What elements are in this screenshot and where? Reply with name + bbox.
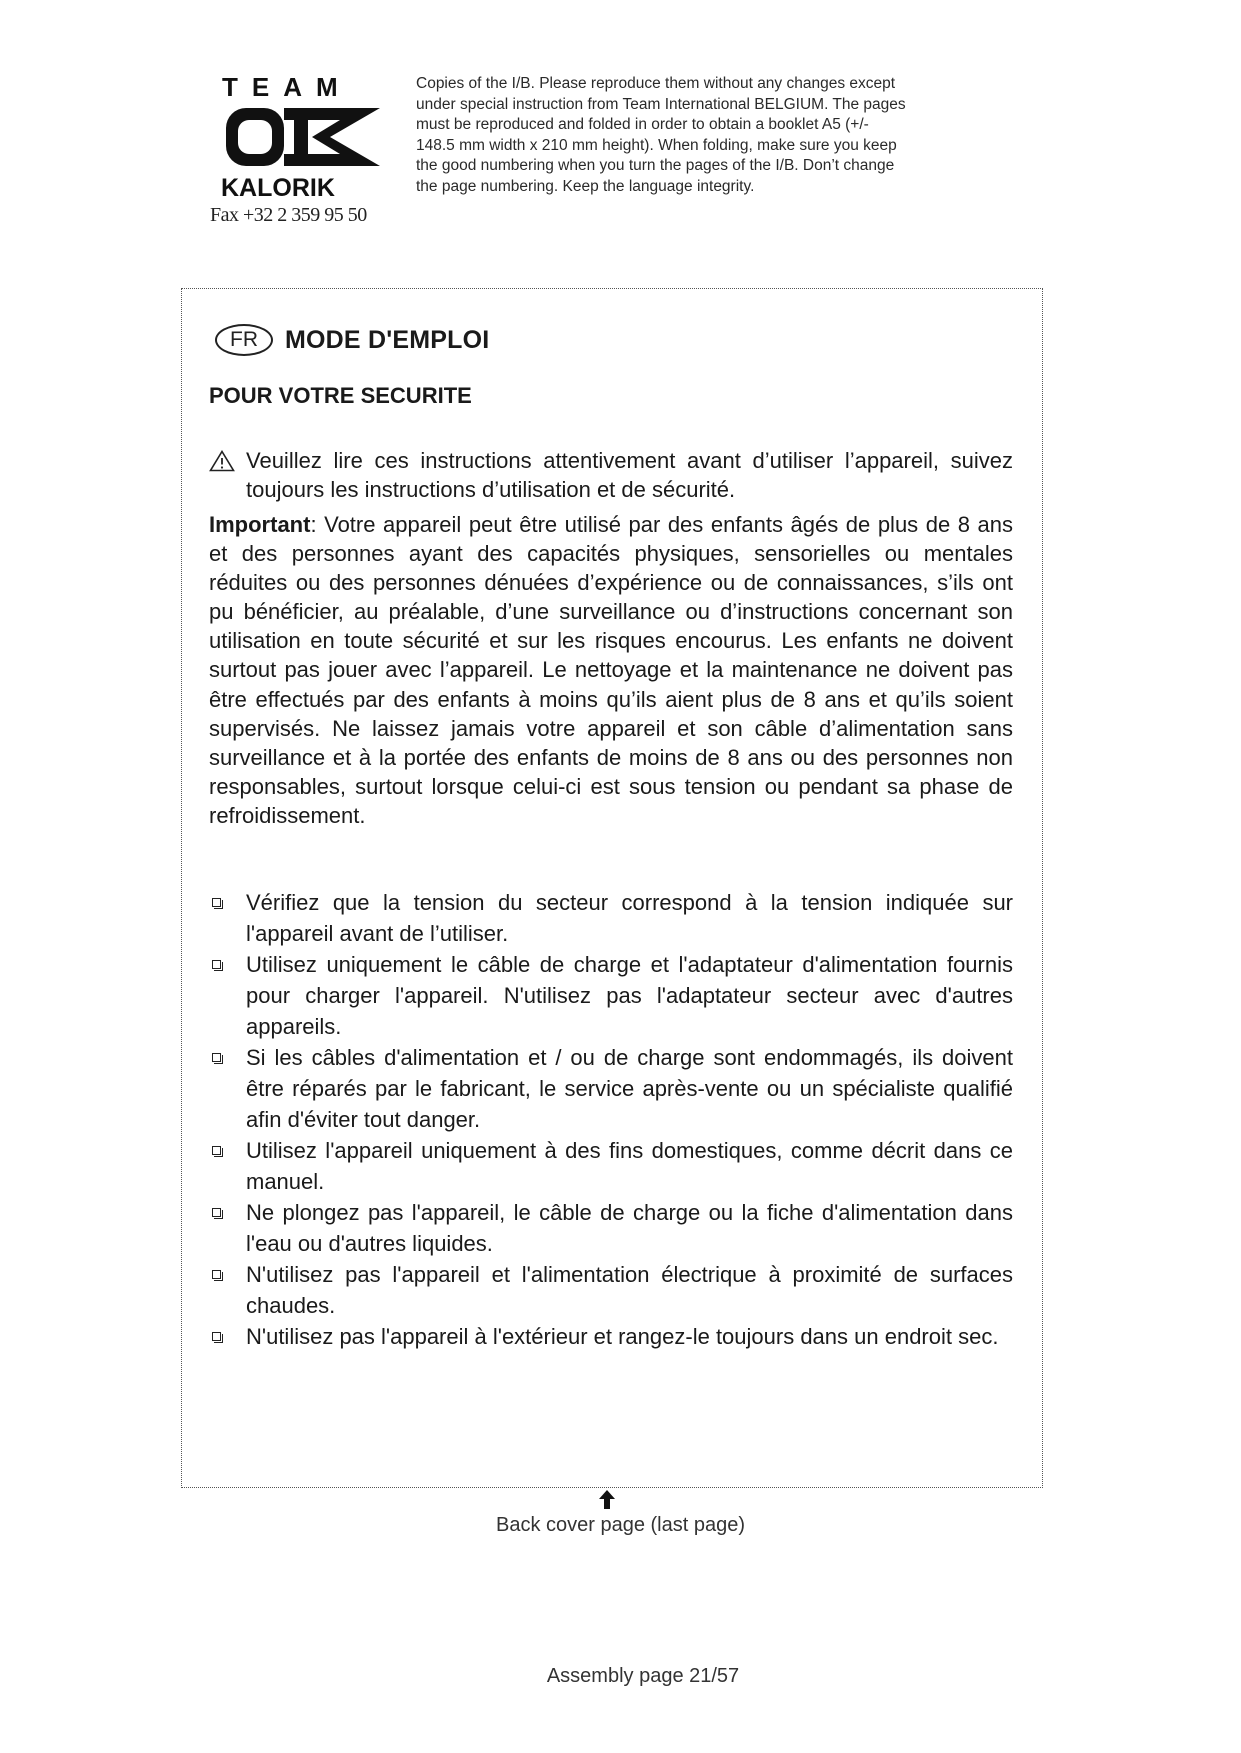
section-title: POUR VOTRE SECURITE [209, 383, 472, 408]
checkbox-bullet-icon [212, 960, 221, 969]
list-item: Vérifiez que la tension du secteur correspond à la tension indiquée sur l'appareil avant de l’utiliser. [209, 887, 1013, 949]
checkbox-bullet-icon [212, 1332, 221, 1341]
checkbox-bullet-icon [212, 1208, 221, 1217]
language-badge: FR [215, 324, 273, 356]
warning-paragraph [209, 446, 1013, 504]
safety-list [209, 887, 1013, 1352]
fax-number: Fax +32 2 359 95 50 [210, 204, 367, 226]
manual-heading [215, 320, 489, 360]
list-item: N'utilisez pas l'appareil à l'extérieur et rangez-le toujours dans un endroit sec. [209, 1321, 1013, 1352]
list-item: N'utilisez pas l'appareil et l'alimentation électrique à proximité de surfaces chaudes. [209, 1259, 1013, 1321]
arrow-up-icon [597, 1488, 617, 1512]
important-paragraph [209, 510, 1013, 830]
checkbox-bullet-icon [212, 1053, 221, 1062]
list-item: Ne plongez pas l'appareil, le câble de charge ou la fiche d'alimentation dans l'eau ou d'autres liquides. [209, 1197, 1013, 1259]
checkbox-bullet-icon [212, 898, 221, 907]
checkbox-bullet-icon [212, 1146, 221, 1155]
header-instructions-note: Copies of the I/B. Please reproduce them without any changes except under special instruction from Team International BELGIUM. The pages must be reproduced and folded in order to obtain a booklet A5 (+/- 148.5 mm width x 210 mm height). When folding, make sure you keep the good numbering when you turn the pages of the I/B. Don’t change the page numbering. Keep the language integrity. [416, 75, 906, 195]
logo-team-text: TEAM [222, 74, 352, 102]
list-item: Si les câbles d'alimentation et / ou de charge sont endommagés, ils doivent être réparés par le fabricant, le service après-vente ou un spécialiste qualifié afin d'éviter tout danger. [209, 1042, 1013, 1135]
important-label: Important [209, 512, 311, 537]
warning-triangle-icon [209, 450, 235, 472]
warning-text: Veuillez lire ces instructions attentivement avant d’utiliser l’appareil, suivez toujours les instructions d’utilisation et de sécurité. [246, 448, 1013, 502]
back-cover-label: Back cover page (last page) [495, 1514, 746, 1536]
list-item: Utilisez uniquement le câble de charge et l'adaptateur d'alimentation fournis pour charger l'appareil. N'utilisez pas l'adaptateur secteur avec d'autres appareils. [209, 949, 1013, 1042]
manual-title: MODE D'EMPLOI [285, 325, 490, 354]
important-text: : Votre appareil peut être utilisé par des enfants âgés de plus de 8 ans et des personnes ayant des capacités physiques, sensorielles ou mentales réduites ou des personnes dénuées d’expérience ou de connaissances, s’ils ont pu bénéficier, au préalable, d’une surveillance ou d’instructions concernant son utilisation en toute sécurité et sur les risques encourus. Les enfants ne doivent surtout pas jouer avec l’appareil. Le nettoyage et la maintenance ne doivent pas être effectués par des enfants à moins qu’ils aient plus de 8 ans et qu’ils soient supervisés. Ne laissez jamais votre appareil et son câble d’alimentation sans surveillance et à la portée des enfants de moins de 8 ans ou des personnes non responsables, surtout lorsque celui-ci est sous tension ou pendant sa phase de refroidissement. [209, 512, 1013, 828]
logo-kalorik-text: KALORIK [221, 174, 335, 202]
assembly-page-number: Assembly page 21/57 [546, 1665, 740, 1687]
list-item: Utilisez l'appareil uniquement à des fins domestiques, comme décrit dans ce manuel. [209, 1135, 1013, 1197]
checkbox-bullet-icon [212, 1270, 221, 1279]
